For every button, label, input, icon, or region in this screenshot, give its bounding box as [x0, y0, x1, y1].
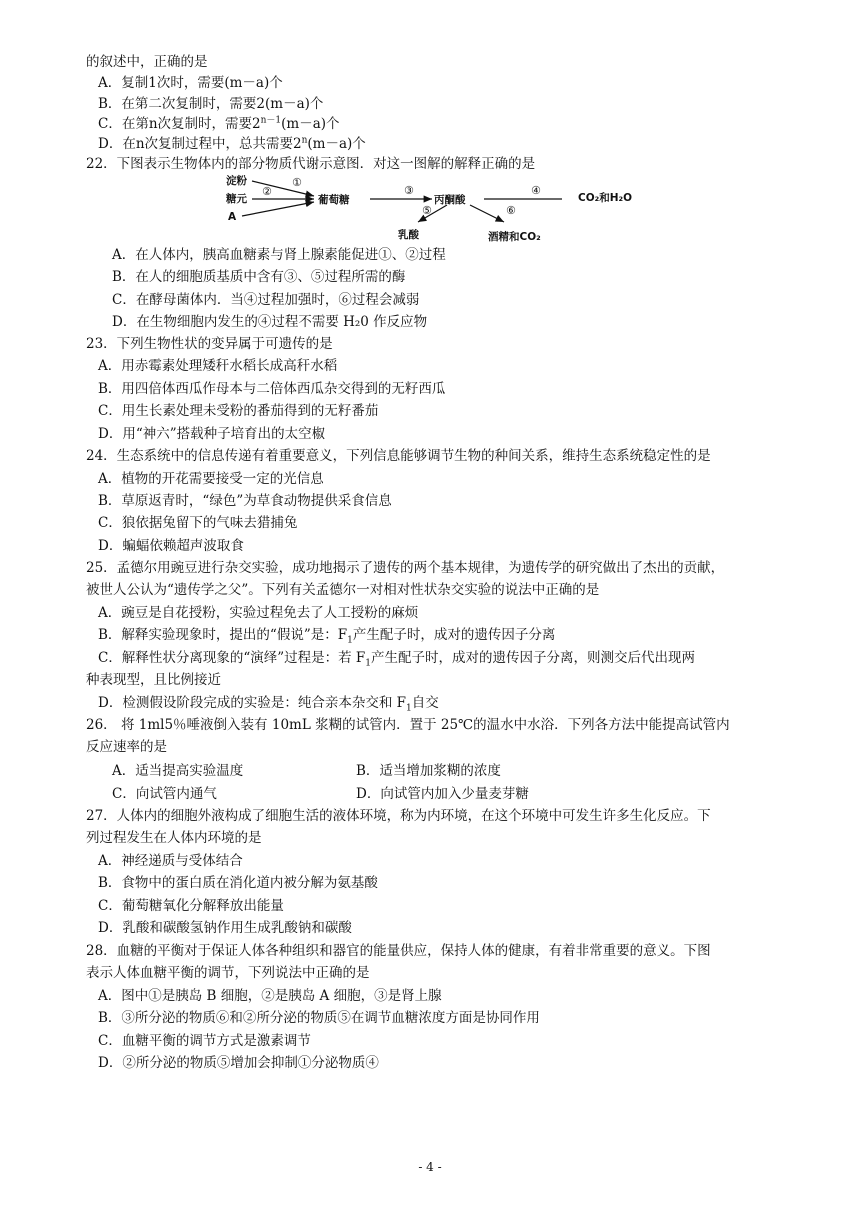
q21-d-pre: D．在n次复制过程中，总共需要2 [98, 136, 302, 152]
q25-d-pre: D．检测假设阶段完成的实验是：纯合亲本杂交和 F [98, 695, 406, 711]
q26-option-c: C．向试管内通气 [112, 786, 217, 802]
q24-option-a: A．植物的开花需要接受一定的光信息 [98, 471, 324, 487]
q21-c-post: (m－a)个 [281, 116, 340, 132]
diagram-starch: 淀粉 [226, 175, 247, 187]
q23-stem: 23．下列生物性状的变异属于可遗传的是 [86, 336, 333, 352]
q22-stem: 22．下图表示生物体内的部分物质代谢示意图．对这一图解的解释正确的是 [86, 156, 536, 172]
q26-option-a: A．适当提高实验温度 [112, 763, 244, 779]
q22-option-b: B．在人的细胞质基质中含有③、⑤过程所需的酶 [112, 269, 406, 285]
page-number: - 4 - [418, 1160, 442, 1174]
arrow-6 [470, 205, 504, 222]
q25-b-sub: 1 [347, 635, 353, 646]
q23-option-a: A．用赤霉素处理矮秆水稻长成高秆水稻 [98, 358, 338, 374]
q25-option-c [98, 648, 695, 669]
diagram-n3: ③ [404, 184, 414, 197]
diagram-pyruvate: 丙酮酸 [434, 194, 466, 206]
q27-option-c: C．葡萄糖氧化分解释放出能量 [98, 898, 284, 914]
diagram-alcohol: 酒精和CO₂ [488, 231, 541, 243]
diagram-n2: ② [262, 185, 272, 198]
q21-d-exp: n [301, 135, 308, 146]
diagram-glucose: 葡萄糖 [318, 194, 350, 206]
q25-d-post: 自交 [411, 695, 439, 711]
diagram-n5: ⑤ [422, 204, 432, 217]
diagram-a: A [228, 211, 237, 223]
q25-stem-line2: 被世人公认为“遗传学之父”。下列有关孟德尔一对相对性状杂交实验的说法中正确的是 [86, 582, 600, 598]
q27-option-b: B．食物中的蛋白质在消化道内被分解为氨基酸 [98, 875, 378, 891]
diagram-glycogen: 糖元 [226, 193, 247, 205]
diagram-n1: ① [292, 176, 302, 189]
arrow-a [242, 202, 314, 216]
q21-option-c [98, 114, 340, 135]
q21-c-exp: n－1 [260, 115, 282, 126]
q21-d-post: (m－a)个 [307, 136, 366, 152]
q21-c-pre: C．在第n次复制时，需要2 [98, 116, 261, 132]
q28-option-a: A．图中①是胰岛 B 细胞，②是胰岛 A 细胞，③是肾上腺 [98, 988, 442, 1004]
q25-option-b [98, 625, 555, 646]
q27-stem-line2: 列过程发生在人体内环境的是 [86, 830, 262, 846]
q26-option-d: D．向试管内加入少量麦芽糖 [356, 786, 529, 802]
q25-b-pre: B．解释实验现象时，提出的“假说”是：F [98, 627, 348, 643]
diagram-lactic: 乳酸 [398, 229, 419, 241]
q21-intro: 的叙述中，正确的是 [86, 54, 208, 70]
q24-option-d: D．蝙蝠依赖超声波取食 [98, 538, 244, 554]
q28-option-b: B．③所分泌的物质⑥和②所分泌的物质⑤在调节血糖浓度方面是协同作用 [98, 1010, 540, 1026]
q22-option-c: C．在酵母菌体内．当④过程加强时，⑥过程会减弱 [112, 292, 420, 308]
q21-option-b: B．在第二次复制时，需要2(m－a)个 [98, 96, 324, 112]
q28-option-d: D．②所分泌的物质⑤增加会抑制①分泌物质④ [98, 1055, 379, 1071]
q24-option-c: C．狼依据兔留下的气味去猎捕兔 [98, 515, 298, 531]
q24-stem: 24．生态系统中的信息传递有着重要意义，下列信息能够调节生物的种间关系，维持生态系统稳定性的是 [86, 448, 711, 464]
q25-c-sub: 1 [365, 658, 372, 669]
q27-stem-line1: 27．人体内的细胞外液构成了细胞生活的液体环境，称为内环境，在这个环境中可发生许多生化反应。下 [86, 808, 711, 824]
q22-option-a: A．在人体内，胰高血糖素与肾上腺素能促进①、②过程 [112, 247, 446, 263]
q28-stem-line1: 28．血糖的平衡对于保证人体各种组织和器官的能量供应，保持人体的健康，有着非常重要的意义。下图 [86, 943, 711, 959]
q26-option-b: B．适当增加浆糊的浓度 [356, 763, 501, 779]
q28-stem-line2: 表示人体血糖平衡的调节，下列说法中正确的是 [86, 965, 370, 981]
q25-c-post: 产生配子时，成对的遗传因子分离，则测交后代出现两 [371, 650, 696, 666]
q25-option-c-cont: 种表现型，且比例接近 [86, 672, 221, 688]
q25-option-a: A．豌豆是自花授粉，实验过程免去了人工授粉的麻烦 [98, 605, 419, 621]
q25-option-d [98, 693, 439, 714]
q23-option-d: D．用“神六”搭载种子培育出的太空椒 [98, 426, 326, 442]
q26-stem-line2: 反应速率的是 [86, 739, 167, 755]
q25-b-post: 产生配子时，成对的遗传因子分离 [352, 627, 556, 643]
q23-option-c: C．用生长素处理未受粉的番茄得到的无籽番茄 [98, 403, 379, 419]
q25-c-pre: C．解释性状分离现象的“演绎”过程是：若 F [98, 650, 366, 666]
metabolism-diagram [222, 174, 562, 246]
q22-option-d: D．在生物细胞内发生的④过程不需要 H₂0 作反应物 [112, 314, 428, 330]
q27-option-a: A．神经递质与受体结合 [98, 853, 243, 869]
q27-option-d: D．乳酸和碳酸氢钠作用生成乳酸钠和碳酸 [98, 920, 352, 936]
q21-option-a: A．复制1次时，需要(m－a)个 [98, 75, 283, 91]
diagram-co2h2o: CO₂和H₂O [578, 192, 633, 204]
q24-option-b: B．草原返青时，“绿色”为草食动物提供采食信息 [98, 493, 392, 509]
q25-stem-line1: 25．孟德尔用豌豆进行杂交实验，成功地揭示了遗传的两个基本规律，为遗传学的研究做出了杰出的贡献， [86, 560, 725, 576]
diagram-n4: ④ [531, 184, 541, 197]
q23-option-b: B．用四倍体西瓜作母本与二倍体西瓜杂交得到的无籽西瓜 [98, 381, 446, 397]
q25-d-sub: 1 [405, 703, 412, 714]
q21-option-d [98, 134, 366, 155]
q28-option-c: C．血糖平衡的调节方式是激素调节 [98, 1033, 311, 1049]
q26-stem-line1: 26． 将 1ml5％唾液倒入装有 10mL 浆糊的试管内．置于 25℃的温水中水浴．下列各方法中能提高试管内 [86, 717, 730, 733]
diagram-n6: ⑥ [506, 204, 516, 217]
